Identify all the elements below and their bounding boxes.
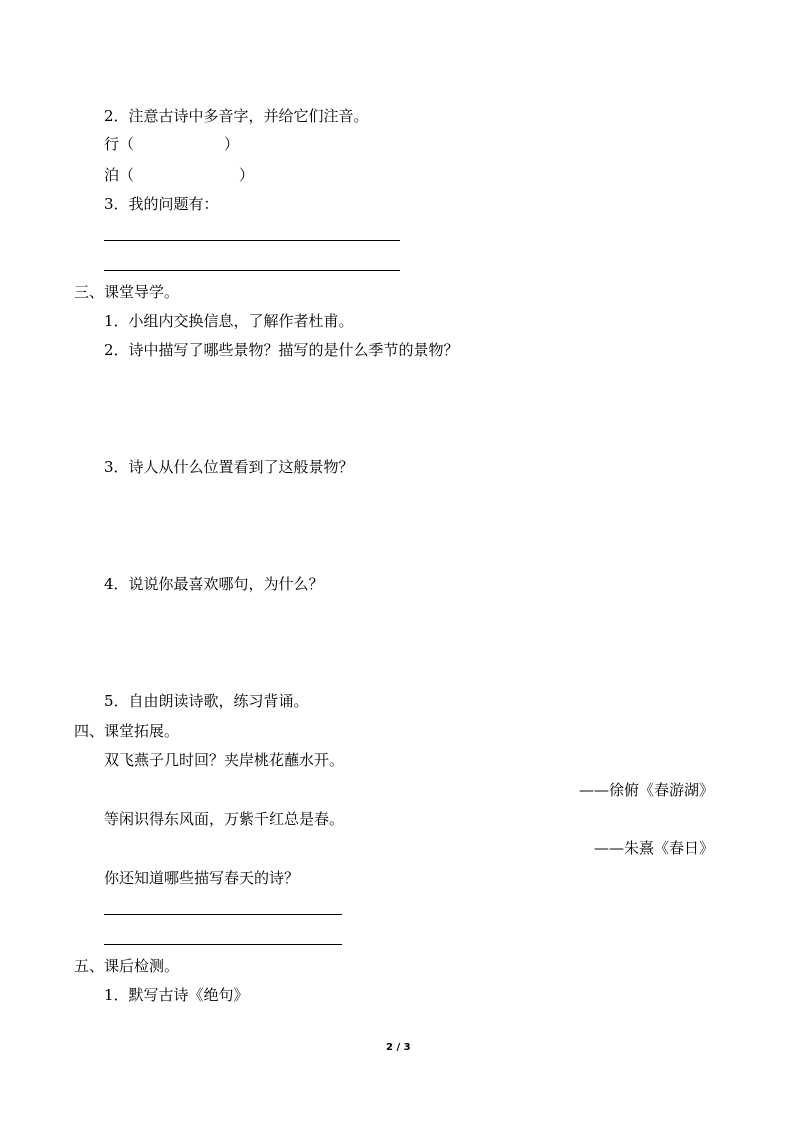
question-2: 2．诗中描写了哪些景物？描写的是什么季节的景物？ [104,341,459,359]
answer-line [104,914,342,915]
poem-attribution-2: ——朱熹《春日》 [594,839,715,857]
poem-line-1: 双飞燕子几时回？夹岸桃花蘸水开。 [104,751,345,769]
item-polyphonic-characters: 2．注意古诗中多音字，并给它们注音。 [104,107,369,125]
question-5: 5．自由朗读诗歌，练习背诵。 [104,692,309,710]
spring-poems-question: 你还知道哪些描写春天的诗？ [104,869,300,887]
pinyin-blank-xing: 行（ ） [104,135,240,153]
question-1: 1．小组内交换信息，了解作者杜甫。 [104,312,354,330]
section-heading-extension: 四、课堂拓展。 [74,722,180,740]
poem-line-2: 等闲识得东风面，万紫千红总是春。 [104,810,345,828]
answer-line [104,270,400,271]
answer-line [104,240,400,241]
question-4: 4．说说你最喜欢哪句，为什么？ [104,575,324,593]
item-my-questions: 3．我的问题有： [104,195,219,213]
dictation-task: 1．默写古诗《绝句》 [104,986,249,1004]
section-heading-classroom-guide: 三、课堂导学。 [74,283,180,301]
question-3: 3．诗人从什么位置看到了这般景物？ [104,458,354,476]
section-heading-after-class-test: 五、课后检测。 [74,957,180,975]
poem-attribution-1: ——徐俯《春游湖》 [579,781,715,799]
answer-line [104,944,342,945]
pinyin-blank-bo: 泊（ ） [104,166,255,184]
page-number: 2 / 3 [386,1042,411,1053]
